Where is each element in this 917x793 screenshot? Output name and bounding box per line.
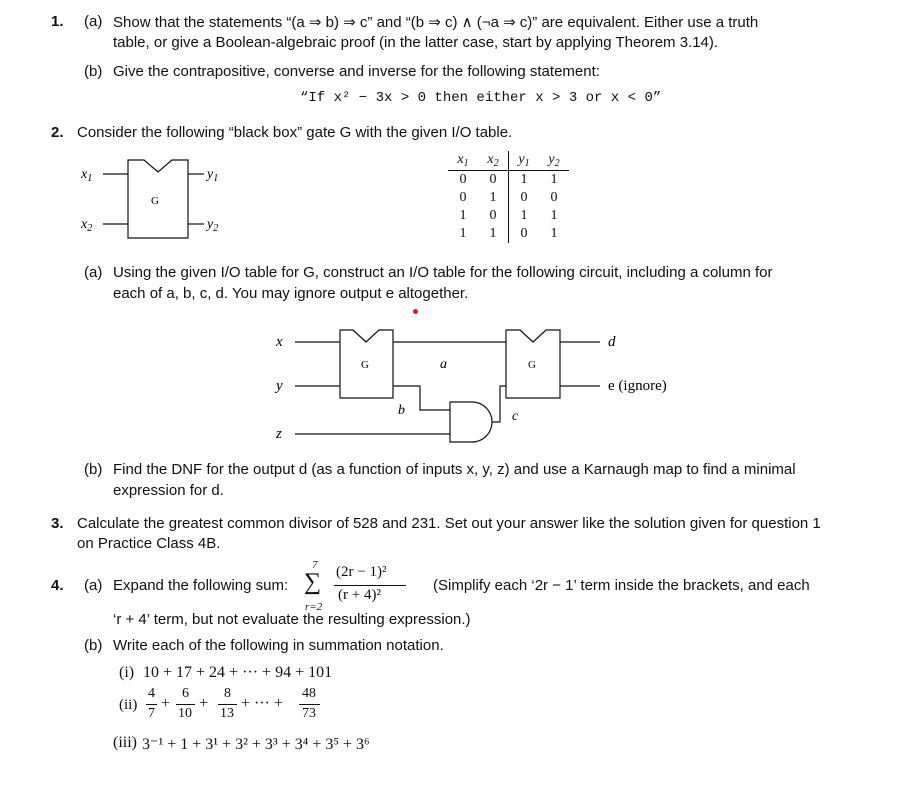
q2-number: 2. — [51, 124, 64, 141]
circuit-output-d: d — [608, 334, 616, 350]
table-row: 0 1 0 0 — [459, 190, 558, 205]
circuit-gate-2-label: G — [528, 359, 536, 371]
q3-line1: Calculate the greatest common divisor of 528 and 231. Set out your answer like the solution given for question 1 — [77, 515, 821, 532]
q4b-i-label: (i) — [119, 664, 135, 681]
q4a-text: Expand the following sum: — [113, 577, 289, 594]
io-table — [448, 151, 569, 243]
sum-lower-limit: r=2 — [305, 601, 323, 613]
fraction-4-denominator: 73 — [302, 706, 316, 721]
gate-output-y2: $y_2$ — [207, 217, 219, 234]
q3-number: 3. — [51, 515, 64, 532]
ellipsis-plus: + ··· + — [241, 695, 284, 712]
q2b-label: (b) — [84, 461, 103, 478]
fraction-3-denominator: 13 — [220, 706, 234, 721]
q1b-line: Give the contrapositive, converse and inverse for the following statement: — [113, 63, 600, 80]
q4b-i-expr: 10 + 17 + 24 + ··· + 94 + 101 — [143, 664, 333, 681]
fraction-2-numerator: 6 — [182, 686, 189, 701]
q4-number: 4. — [51, 577, 64, 594]
q4b-iii-label: (iii) — [113, 734, 137, 751]
circuit-output-e: e (ignore) — [608, 378, 667, 394]
q1a-line1: Show that the statements “(a ⇒ b) ⇒ c” and “(b ⇒ c) ∧ (¬a ⇒ c)” are equivalent. Either use a truth — [113, 14, 759, 31]
q2a-line1: Using the given I/O table for G, construct an I/O table for the following circuit, including a column for — [113, 264, 773, 281]
fraction-3-bar — [218, 704, 237, 705]
q4b-label: (b) — [84, 637, 103, 654]
q1b-label: (b) — [84, 63, 103, 80]
q4a-line2: ‘r + 4’ term, but not evaluate the resulting expression.) — [113, 611, 471, 628]
circuit-input-z: z — [276, 426, 282, 442]
gate-output-y1: $y_1$ — [207, 167, 219, 184]
red-dot — [413, 309, 418, 314]
q1a-line2: table, or give a Boolean-algebraic proof (in the latter case, start by applying Theorem 3.14). — [113, 34, 719, 51]
q1a-label: (a) — [84, 13, 103, 30]
table-row: 1 0 1 1 — [459, 208, 558, 223]
q2-intro: Consider the following “black box” gate G with the given I/O table. — [77, 124, 513, 141]
q4a-note: (Simplify each ‘2r − 1’ term inside the brackets, and each — [433, 577, 810, 594]
q4b-text: Write each of the following in summation notation. — [113, 637, 444, 654]
circuit-input-y: y — [276, 378, 283, 394]
black-box-gate-diagram — [70, 150, 250, 245]
circuit-input-x: x — [276, 334, 283, 350]
fraction-4-numerator: 48 — [302, 686, 316, 701]
plus-sign: + — [199, 695, 209, 712]
fraction-2-bar — [176, 704, 195, 705]
fraction-3-numerator: 8 — [224, 686, 231, 701]
q2b-line2: expression for d. — [113, 482, 224, 499]
q2b-line1: Find the DNF for the output d (as a function of inputs x, y, z) and use a Karnaugh map to find a minimal — [113, 461, 796, 478]
q2a-label: (a) — [84, 264, 103, 281]
circuit-label-b: b — [398, 403, 405, 418]
io-table-header: $x_1$ $x_2$ $y_1$ $y_2$ — [457, 152, 560, 169]
sigma-symbol: ∑ — [304, 569, 322, 595]
sum-numerator: (2r − 1)² — [336, 564, 387, 580]
sum-upper-limit: 7 — [312, 559, 318, 571]
q1-statement: “If x² − 3x > 0 then either x > 3 or x < 0” — [300, 90, 662, 106]
gate-g-label: G — [151, 195, 159, 207]
q2a-line2: each of a, b, c, d. You may ignore output e altogether. — [113, 285, 469, 302]
circuit-gate-1-label: G — [361, 359, 369, 371]
gate-input-x2: $x_2$ — [81, 217, 93, 234]
circuit-label-a: a — [440, 357, 447, 372]
table-row: 0 0 1 1 — [448, 171, 569, 190]
sum-denominator: (r + 4)² — [338, 587, 381, 603]
circuit-diagram — [260, 322, 700, 452]
sum-fraction-bar — [334, 585, 406, 586]
fraction-2-denominator: 10 — [178, 706, 192, 721]
fraction-4-bar — [299, 704, 320, 705]
q4b-ii-label: (ii) — [119, 697, 138, 713]
plus-sign: + — [161, 695, 171, 712]
fraction-1-denominator: 7 — [148, 706, 155, 721]
fraction-1-bar — [146, 704, 157, 705]
fraction-1-numerator: 4 — [148, 686, 155, 701]
circuit-label-c: c — [512, 409, 519, 424]
q3-line2: on Practice Class 4B. — [77, 535, 221, 552]
q4b-iii-expr: 3⁻¹ + 1 + 3¹ + 3² + 3³ + 3⁴ + 3⁵ + 3⁶ — [142, 736, 370, 753]
q1-number: 1. — [51, 13, 64, 30]
table-row: 1 1 0 1 — [459, 226, 558, 241]
gate-input-x1: $x_1$ — [81, 167, 93, 184]
q4a-label: (a) — [84, 577, 103, 594]
